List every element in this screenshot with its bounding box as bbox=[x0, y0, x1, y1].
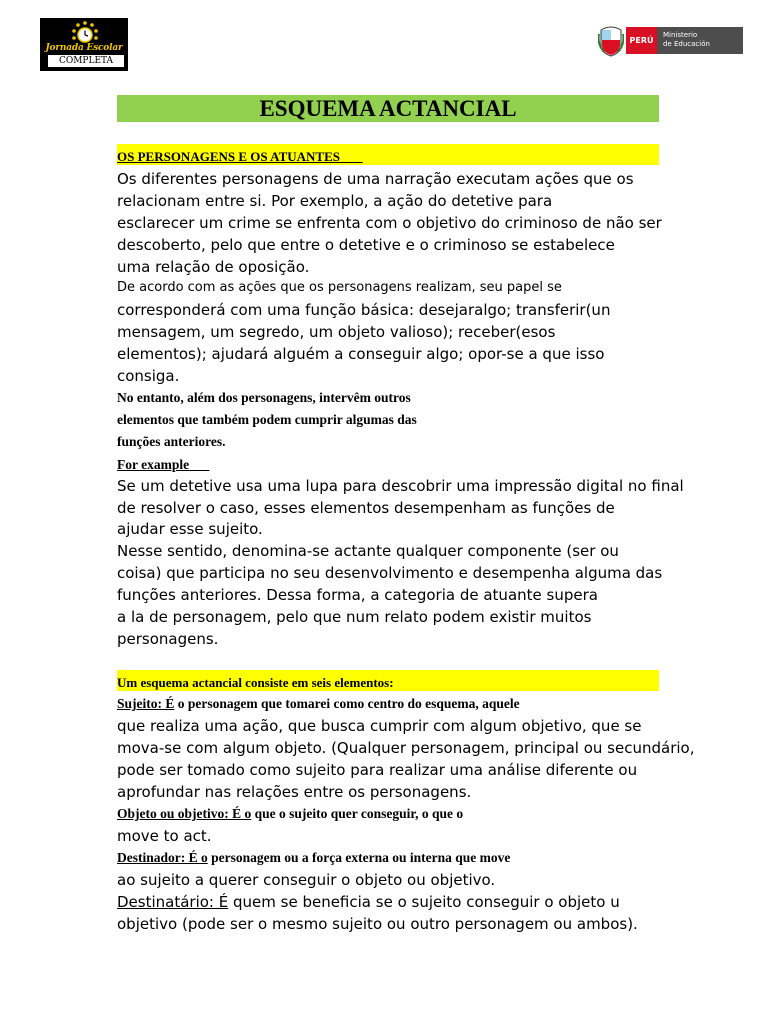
paragraph-line: corresponderá com uma função básica: desejaralgo; transferir(un bbox=[117, 301, 611, 319]
destinatario-text: quem se beneficia se o sujeito conseguir o objeto u bbox=[228, 893, 620, 911]
paragraph-line: aprofundar nas relações entre os personagens. bbox=[117, 783, 472, 801]
jornada-escolar-logo bbox=[40, 18, 128, 71]
destinador-text: personagem ou a força externa ou interna que move bbox=[207, 850, 511, 865]
sujeito-label: Sujeito: É bbox=[117, 696, 175, 711]
paragraph-line: de resolver o caso, esses elementos desempenham as funções de bbox=[117, 499, 615, 517]
minedu-logo bbox=[598, 24, 743, 57]
ministry-name bbox=[657, 27, 743, 54]
destinador-label: Destinador: É o bbox=[117, 850, 208, 865]
destinatario-label: Destinatário: É bbox=[117, 893, 229, 911]
paragraph-line: funções anteriores. Dessa forma, a categoria de atuante supera bbox=[117, 586, 598, 604]
section-heading-personagens bbox=[117, 144, 659, 165]
sujeito-text: o personagem que tomarei como centro do esquema, aquele bbox=[174, 696, 520, 711]
paragraph-line: move to act. bbox=[117, 827, 212, 845]
objeto-label: Objeto ou objetivo: É o bbox=[117, 806, 252, 821]
paragraph-line: consiga. bbox=[117, 367, 180, 385]
objeto-definition bbox=[117, 804, 463, 824]
paragraph-line: esclarecer um crime se enfrenta com o objetivo do criminoso de não ser bbox=[117, 214, 662, 232]
paragraph-line: mova-se com algum objeto. (Qualquer personagem, principal ou secundário, bbox=[117, 739, 695, 757]
paragraph-line: uma relação de oposição. bbox=[117, 258, 310, 276]
paragraph-line: objetivo (pode ser o mesmo sujeito ou outro personagem ou ambos). bbox=[117, 915, 638, 933]
paragraph-line: De acordo com as ações que os personagens realizam, seu papel se bbox=[117, 280, 562, 295]
paragraph-line: ao sujeito a querer conseguir o objeto ou objetivo. bbox=[117, 871, 496, 889]
section-heading-text: Um esquema actancial consiste em seis elementos: bbox=[117, 675, 394, 690]
paragraph-line: elementos); ajudará alguém a conseguir algo; opor-se a que isso bbox=[117, 345, 605, 363]
paragraph-line: relacionam entre si. Por exemplo, a ação do detetive para bbox=[117, 192, 553, 210]
peru-label: PERÚ bbox=[626, 27, 657, 54]
paragraph-line: descoberto, pelo que entre o detetive e o criminoso se estabelece bbox=[117, 236, 615, 254]
example-heading bbox=[117, 455, 209, 475]
paragraph-line: Os diferentes personagens de uma narração executam ações que os bbox=[117, 170, 634, 188]
peru-shield-icon bbox=[598, 24, 624, 57]
example-label: For example bbox=[117, 457, 190, 472]
paragraph-line: ajudar esse sujeito. bbox=[117, 520, 263, 538]
paragraph-line: No entanto, além dos personagens, intervêm outros bbox=[117, 390, 411, 405]
paragraph-line: funções anteriores. bbox=[117, 434, 226, 449]
jec-subtitle: COMPLETA bbox=[48, 55, 124, 67]
ministry-line-2: de Educación bbox=[663, 40, 710, 48]
ministry-line-1: Ministerio bbox=[663, 31, 698, 39]
destinador-definition bbox=[117, 848, 510, 868]
section-heading-elementos bbox=[117, 670, 659, 691]
paragraph-line: Se um detetive usa uma lupa para descobrir uma impressão digital no final bbox=[117, 477, 684, 495]
paragraph-line: que realiza uma ação, que busca cumprir com algum objetivo, que se bbox=[117, 717, 642, 735]
paragraph-line: Nesse sentido, denomina-se actante qualquer componente (ser ou bbox=[117, 542, 619, 560]
paragraph-line: elementos que também podem cumprir algumas das bbox=[117, 412, 417, 427]
paragraph-line: pode ser tomado como sujeito para realizar uma análise diferente ou bbox=[117, 761, 638, 779]
section-heading-text: OS PERSONAGENS E OS ATUANTES bbox=[117, 149, 340, 164]
objeto-text: que o sujeito quer conseguir, o que o bbox=[251, 806, 464, 821]
jec-title: Jornada Escolar bbox=[45, 43, 123, 53]
paragraph-line: coisa) que participa no seu desenvolvimento e desempenha alguma das bbox=[117, 564, 663, 582]
destinatario-definition bbox=[117, 892, 620, 912]
document-title: ESQUEMA ACTANCIAL bbox=[117, 95, 659, 122]
paragraph-line: personagens. bbox=[117, 630, 219, 648]
paragraph-line: a la de personagem, pelo que num relato podem existir muitos bbox=[117, 608, 592, 626]
sujeito-definition bbox=[117, 694, 520, 714]
paragraph-line: mensagem, um segredo, um objeto valioso); receber(esos bbox=[117, 323, 556, 341]
